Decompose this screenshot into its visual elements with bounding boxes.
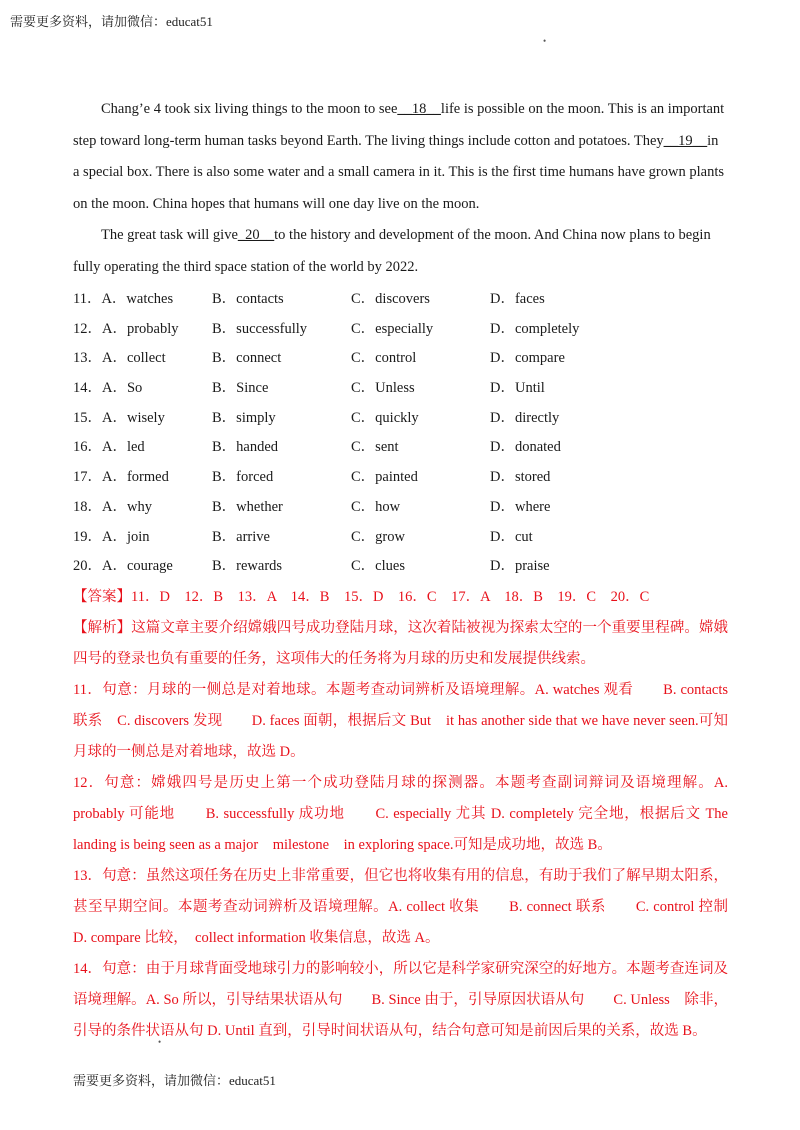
option-b: B．simply (212, 409, 276, 426)
answer-key: 【答案】11．D 12．B 13．A 14．B 15．D 16．C 17．A 18．B 19．C 20．C (73, 588, 650, 605)
passage-text: to the history and development of the moon. And China now plans to begin fully operating the third space station of the world by 2022. (73, 227, 711, 275)
option-a: 17．A．formed (73, 469, 169, 486)
passage-text: Chang’e 4 took six living things to the moon to see (101, 101, 398, 117)
option-d: D．where (490, 498, 551, 515)
option-b: B．forced (212, 469, 274, 486)
option-c: C．painted (351, 469, 418, 486)
option-row (73, 433, 728, 463)
blank-18: __18__ (397, 101, 441, 117)
option-c: C．clues (351, 558, 405, 575)
analysis-item-11: 11．句意：月球的一侧总是对着地球。本题考查动词辨析及语境理解。A. watches 观看 B. contacts 联系 C. discovers 发现 D. faces 面朝，根据后文 But it has another side that we have never seen.可知月球的一侧总是对着地球，故选 D。 (73, 681, 728, 760)
option-a: 16．A．led (73, 439, 145, 456)
option-d: D．compare (490, 350, 565, 367)
option-row (73, 285, 728, 315)
option-row (73, 463, 728, 493)
option-c: C．how (351, 498, 401, 515)
decorative-dot: • (543, 36, 547, 46)
option-d: D．stored (490, 469, 551, 486)
option-c: C．sent (351, 439, 399, 456)
blank-19: __19__ (663, 132, 708, 149)
option-row (73, 404, 728, 434)
option-c: C．discovers (351, 291, 430, 307)
option-c: C．control (351, 350, 417, 367)
option-c: C．especially (351, 320, 434, 337)
option-b: B．rewards (212, 558, 283, 575)
analysis-item-12: 12．句意：嫦娥四号是历史上第一个成功登陆月球的探测器。本题考查副词辩词及语境理解。A. probably 可能地 B. successfully 成功地 C. especially 尤其 D. completely 完全地，根据后文 The landing is being seen as a major milestone in exploring space.可知是成功地，故选 B。 (73, 774, 728, 853)
option-a: 14．A．So (73, 380, 143, 397)
option-d: D．donated (490, 439, 561, 456)
decorative-dot: • (158, 1037, 162, 1047)
option-a: 20．A．courage (73, 558, 173, 575)
analysis-summary: 【解析】这篇文章主要介绍嫦娥四号成功登陆月球，这次着陆被视为探索太空的一个重要里程碑。嫦娥四号的登录也负有重要的任务，这项伟大的任务将为月球的历史和发展提供线索。 (73, 619, 728, 667)
blank-20: _20__ (237, 227, 275, 243)
option-c: C．Unless (351, 380, 415, 397)
option-a: 13．A．collect (73, 350, 166, 367)
option-row (73, 315, 728, 345)
option-b: B．successfully (212, 320, 308, 337)
option-b: B．whether (212, 498, 283, 515)
passage-paragraph-1 (73, 94, 728, 220)
option-b: B．handed (212, 439, 279, 456)
option-d: D．directly (490, 409, 560, 426)
option-a: 19．A．join (73, 528, 150, 545)
option-a: 12．A．probably (73, 320, 179, 337)
analysis-item-14: 14．句意：由于月球背面受地球引力的影响较小，所以它是科学家研究深空的好地方。本题考查连词及语境理解。A. So 所以，引导结果状语从句 B. Since 由于，引导原因状语从句 C. Unless 除非，引导的条件状语从句 D. Until 直到，引导时间状语从句，结合句意可知是前因后果的关系，故选 B。 (73, 960, 728, 1039)
option-d: D．praise (490, 558, 550, 575)
options-list (73, 285, 728, 582)
option-d: D．completely (490, 320, 580, 337)
option-row (73, 493, 728, 523)
option-d: D．cut (490, 528, 533, 545)
option-d: D．Until (490, 380, 545, 397)
option-b: B．Since (212, 380, 269, 397)
option-d: D．faces (490, 291, 545, 307)
option-a: 18．A．why (73, 498, 152, 515)
passage-text: The great task will give (101, 227, 238, 243)
analysis-item-13: 13．句意：虽然这项任务在历史上非常重要，但它也将收集有用的信息，有助于我们了解早期太阳系，甚至早期空间。本题考查动词辨析及语境理解。A. collect 收集 B. connect 联系 C. control 控制 D. compare 比较， collect information 收集信息，故选 A。 (73, 867, 757, 946)
document-body (73, 94, 757, 1047)
passage-text: in a special box. There is also some water and a small camera in it. This is the first time humans have grown plants on the moon. China hopes that humans will one day live on the moon. (73, 132, 724, 212)
option-row (73, 374, 728, 404)
option-c: C．quickly (351, 409, 419, 426)
option-row (73, 523, 728, 553)
passage-text: life is possible on the moon. This is an important step toward long-term human tasks beyond Earth. The living things include cotton and potatoes. They (73, 101, 725, 149)
option-a: 11．A．watches (73, 291, 174, 307)
page-header: 需要更多资料，请加微信：educat51 (10, 14, 213, 29)
option-a: 15．A．wisely (73, 409, 165, 426)
option-row (73, 552, 728, 582)
option-b: B．contacts (212, 291, 284, 307)
page-footer: 需要更多资料，请加微信：educat51 (73, 1073, 276, 1088)
option-b: B．connect (212, 350, 282, 367)
option-c: C．grow (351, 528, 405, 545)
option-row (73, 344, 728, 374)
passage-paragraph-2 (73, 220, 728, 283)
option-b: B．arrive (212, 528, 270, 545)
